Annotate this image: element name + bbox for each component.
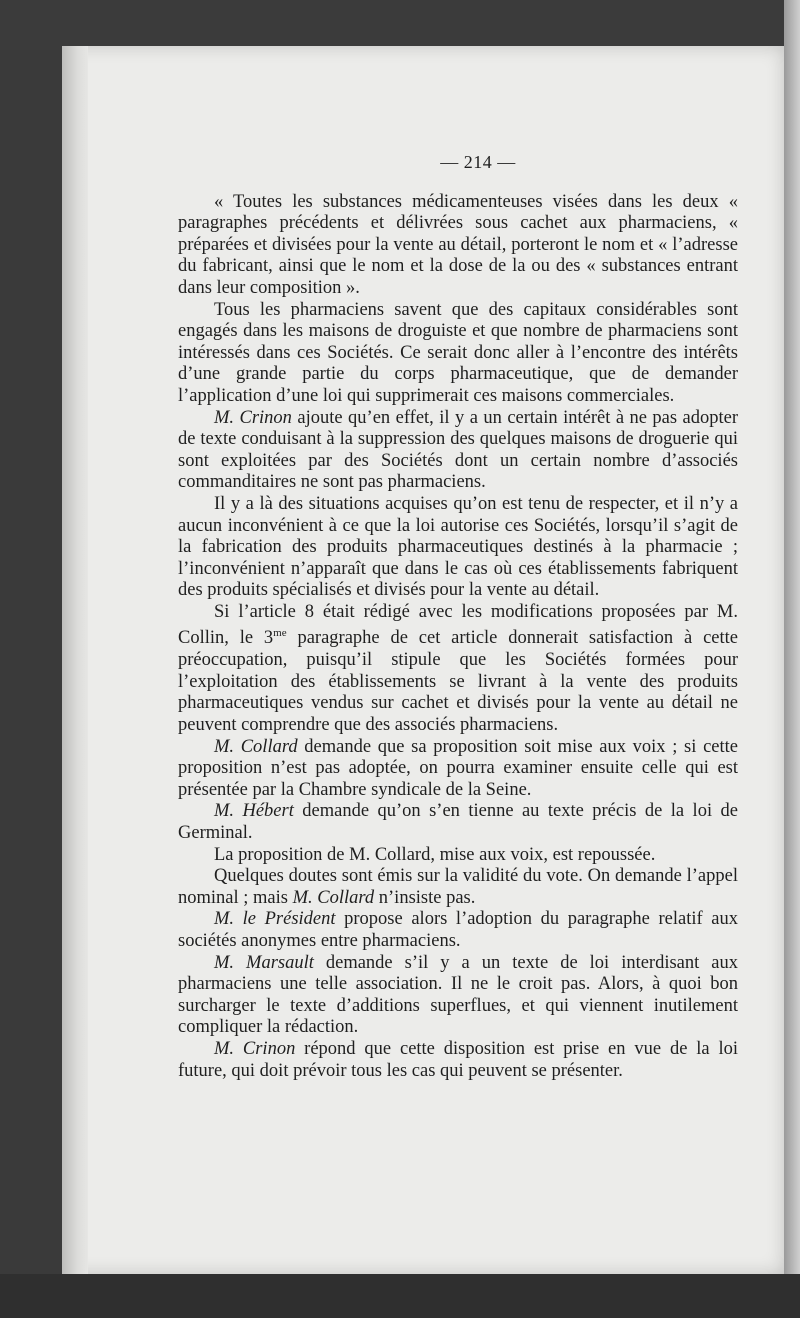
paragraph-text: demande qu’on s’en tienne au texte précis de la loi de Germinal. bbox=[178, 801, 738, 843]
paragraph bbox=[178, 1039, 738, 1082]
paragraph bbox=[178, 602, 738, 737]
superscript: me bbox=[273, 627, 287, 640]
paragraph-text: répond que cette disposition est prise en vue de la loi future, qui doit prévoir tous les cas qui peuvent se présenter. bbox=[178, 1038, 738, 1081]
speaker-name: M. Collard bbox=[214, 736, 298, 757]
paragraph bbox=[178, 408, 738, 494]
scan-background-top bbox=[0, 0, 800, 50]
paragraph bbox=[178, 300, 738, 408]
paragraph-text: propose alors l’adoption du paragraphe relatif aux sociétés anonymes entre pharmaciens. bbox=[178, 909, 738, 951]
scan-background-bottom bbox=[0, 1274, 800, 1318]
page-gutter-shadow bbox=[62, 46, 88, 1274]
paragraph-text: n’insiste pas. bbox=[374, 887, 476, 908]
speaker-name: M. Marsault bbox=[214, 952, 314, 973]
paragraph-text: demande que sa proposition soit mise aux voix ; si cette proposition n’est pas adoptée, on pourra examiner ensuite celle qui est présentée par la Chambre syndicale de la Seine. bbox=[178, 736, 738, 800]
paragraph-text: « Toutes les substances médicamenteuses visées dans les deux « paragraphes précédents et délivrées sous cachet aux pharmaciens, « préparées et divisées pour la vente au détail, porteront le nom et « l’adresse du fabricant, ainsi que le nom et la dose de la ou des « substances entrant dans leur composition ». bbox=[178, 191, 738, 298]
paragraph bbox=[178, 866, 738, 909]
paragraph bbox=[178, 909, 738, 952]
paragraph-text: ajoute qu’en effet, il y a un certain intérêt à ne pas adopter de texte conduisant à la suppression des quelques maisons de droguerie qui sont exploitées par des Sociétés dont un certain nombre d’associés commanditaires ne sont pas pharmaciens. bbox=[178, 407, 739, 493]
quoted-article-paragraph bbox=[178, 192, 738, 300]
paragraph-text: Quelques doutes sont émis sur la validité du vote. On demande l’appel nominal ; mais bbox=[178, 866, 738, 908]
page-text-block bbox=[178, 152, 738, 1082]
paragraph-text: Il y a là des situations acquises qu’on est tenu de respecter, et il n’y a aucun inconvénient à ce que la loi autorise ces Sociétés, lorsqu’il s’agit de la fabrication des produits pharmaceutiques destinés à la pharmacie ; l’inconvénient n’apparaît que dans le cas où ces établissements fabriquent des produits spécialisés et divisés pour la vente au détail. bbox=[178, 493, 738, 601]
paragraph bbox=[178, 953, 738, 1039]
page-number: — 214 — bbox=[440, 152, 516, 172]
scan-edge-right bbox=[784, 0, 800, 1318]
paragraph-text: Tous les pharmaciens savent que des capitaux considérables sont engagés dans les maisons de droguiste et que nombre de pharmaciens sont intéressés dans ces Sociétés. Ce serait donc aller à l’encontre des intérêts d’une grande partie du corps pharmaceutique, que de demander l’application d’une loi qui supprimerait ces maisons commerciales. bbox=[178, 299, 738, 406]
paragraph bbox=[178, 737, 738, 802]
paragraph-text: demande s’il y a un texte de loi interdisant aux pharmaciens une telle association. Il ne le croit pas. Alors, à quoi bon surcharger le texte d’additions superflues, et qui viennent inutilement compliquer la rédaction. bbox=[178, 952, 738, 1038]
paragraph bbox=[178, 494, 738, 602]
speaker-name: M. Collard bbox=[292, 887, 375, 908]
paragraph bbox=[178, 801, 738, 844]
speaker-name: M. Crinon bbox=[214, 1038, 296, 1059]
speaker-name: M. le Président bbox=[214, 909, 336, 930]
paragraph-text: paragraphe de cet article donnerait satisfaction à cette préoccupation, puisqu’il stipule que les Sociétés formées pour l’exploitation des établissements se livrant à la vente des produits pharmaceutiques vendus sur cachet et divisés pour la vente au détail ne peuvent comprendre que des associés pharmaciens. bbox=[178, 628, 738, 735]
paragraph-text: La proposition de M. Collard, mise aux voix, est repoussée. bbox=[214, 844, 656, 865]
speaker-name: M. Hébert bbox=[214, 801, 294, 822]
speaker-name: M. Crinon bbox=[214, 407, 292, 428]
paragraph bbox=[178, 845, 738, 867]
paragraph-text: Si l’article 8 était rédigé avec les modifications proposées par M. Collin, le 3 bbox=[178, 601, 738, 649]
